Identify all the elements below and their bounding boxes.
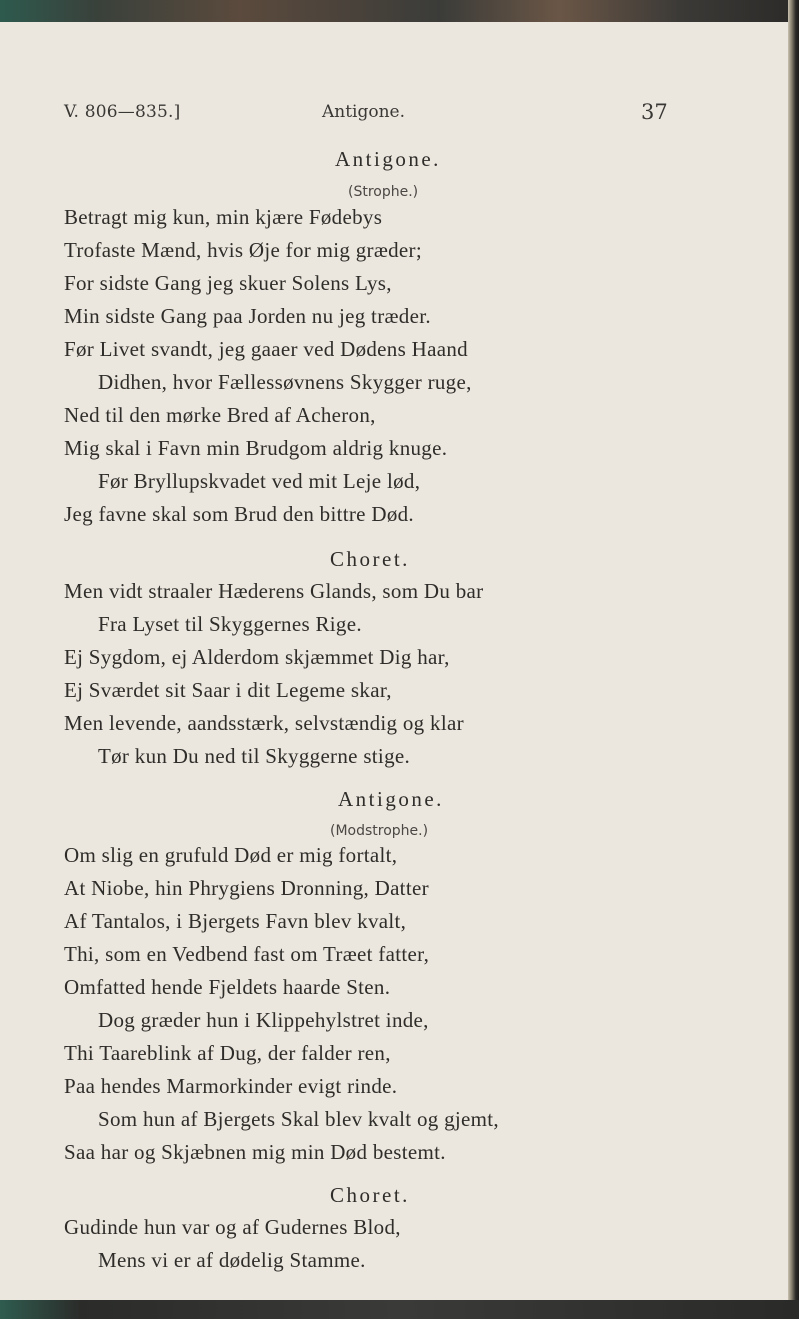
verse-line: Trofaste Mænd, hvis Øje for mig græder; bbox=[64, 238, 422, 262]
verse-line: Gudinde hun var og af Gudernes Blod, bbox=[64, 1215, 401, 1239]
verse-line: Dog græder hun i Klippehylstret inde, bbox=[98, 1008, 429, 1032]
verse-line: Tør kun Du ned til Skyggerne stige. bbox=[98, 744, 411, 768]
running-title: Antigone. bbox=[322, 102, 406, 122]
verse-line: Men vidt straaler Hæderens Glands, som Du bar bbox=[64, 579, 484, 603]
verse-line: Thi, som en Vedbend fast om Træet fatter, bbox=[64, 942, 430, 966]
page-number: 37 bbox=[641, 100, 668, 124]
verse-line: Ej Sygdom, ej Alderdom skjæmmet Dig har, bbox=[64, 645, 450, 669]
verse-line: Ej Sværdet sit Saar i dit Legeme skar, bbox=[64, 678, 392, 702]
speaker-heading: Choret. bbox=[330, 1183, 410, 1207]
verse-line: At Niobe, hin Phrygiens Dronning, Datter bbox=[64, 876, 429, 900]
verse-line: Af Tantalos, i Bjergets Favn blev kvalt, bbox=[64, 909, 407, 933]
verse-line: Fra Lyset til Skyggernes Rige. bbox=[98, 612, 362, 636]
verse-range: V. 806—835.] bbox=[64, 102, 181, 122]
verse-line: Betragt mig kun, min kjære Fødebys bbox=[64, 205, 383, 229]
verse-line: Saa har og Skjæbnen mig min Død bestemt. bbox=[64, 1140, 446, 1164]
stage-direction: (Strophe.) bbox=[348, 184, 419, 200]
book-spine-edge bbox=[788, 0, 799, 1319]
verse-line: Didhen, hvor Fællessøvnens Skygger ruge, bbox=[98, 370, 472, 394]
book-edge-bottom bbox=[0, 1300, 799, 1319]
speaker-heading: Antigone. bbox=[338, 787, 444, 811]
stage-direction: (Modstrophe.) bbox=[330, 823, 429, 839]
speaker-heading: Antigone. bbox=[335, 147, 441, 171]
verse-line: Ned til den mørke Bred af Acheron, bbox=[64, 403, 376, 427]
verse-line: Thi Taareblink af Dug, der falder ren, bbox=[64, 1041, 391, 1065]
verse-line: Før Bryllupskvadet ved mit Leje lød, bbox=[98, 469, 421, 493]
verse-line: Min sidste Gang paa Jorden nu jeg træder. bbox=[64, 304, 431, 328]
verse-line: Mens vi er af dødelig Stamme. bbox=[98, 1248, 366, 1272]
verse-line: Som hun af Bjergets Skal blev kvalt og gjemt, bbox=[98, 1107, 499, 1131]
verse-line: For sidste Gang jeg skuer Solens Lys, bbox=[64, 271, 392, 295]
verse-line: Mig skal i Favn min Brudgom aldrig knuge. bbox=[64, 436, 448, 460]
running-head bbox=[0, 102, 788, 126]
verse-line: Omfatted hende Fjeldets haarde Sten. bbox=[64, 975, 391, 999]
verse-line: Om slig en grufuld Død er mig fortalt, bbox=[64, 843, 398, 867]
verse-line: Jeg favne skal som Brud den bittre Død. bbox=[64, 502, 414, 526]
speaker-heading: Choret. bbox=[330, 547, 410, 571]
verse-line: Før Livet svandt, jeg gaaer ved Dødens Haand bbox=[64, 337, 468, 361]
verse-line: Paa hendes Marmorkinder evigt rinde. bbox=[64, 1074, 398, 1098]
verse-line: Men levende, aandsstærk, selvstændig og klar bbox=[64, 711, 464, 735]
